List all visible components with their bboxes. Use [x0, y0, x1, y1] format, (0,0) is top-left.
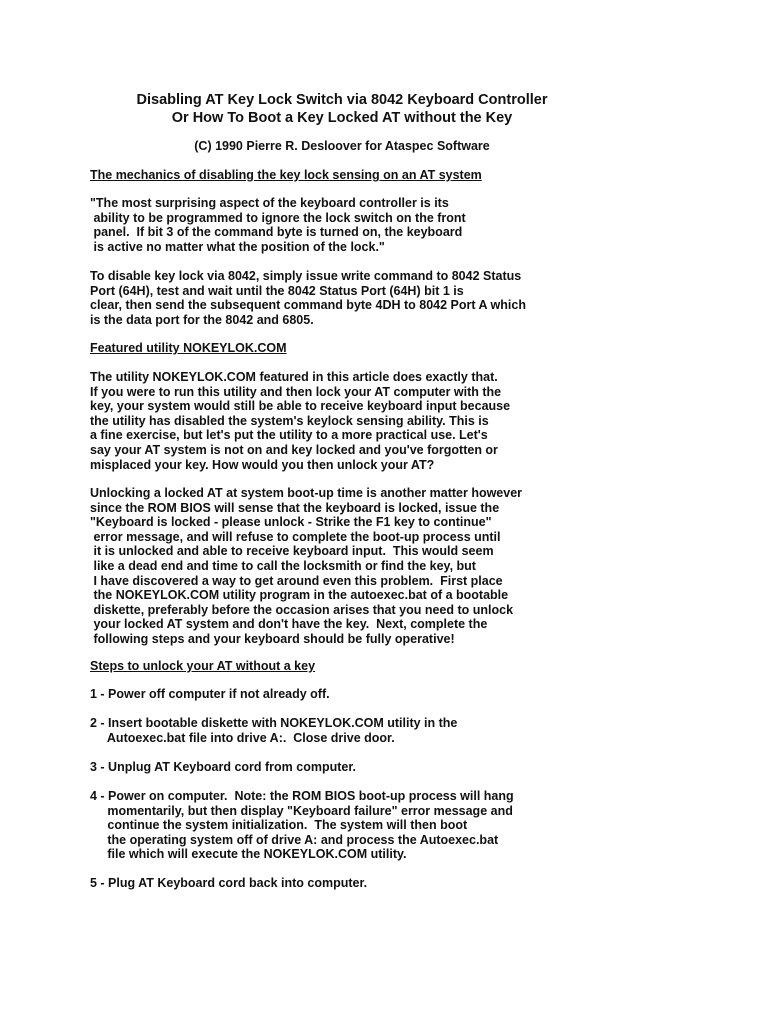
text-line: like a dead end and time to call the locksmith or find the key, but: [90, 558, 476, 573]
text-line: panel. If bit 3 of the command byte is turned on, the keyboard: [90, 225, 463, 240]
section-heading-mechanics: The mechanics of disabling the key lock sensing on an AT system: [90, 168, 482, 182]
text-line: I have discovered a way to get around even this problem. First place: [90, 573, 503, 588]
step-4: [90, 789, 514, 862]
document-credit: (C) 1990 Pierre R. Desloover for Ataspec Software: [194, 139, 490, 153]
text-line: is the data port for the 8042 and 6805.: [90, 312, 314, 327]
text-line: say your AT system is not on and key locked and you've forgotten or: [90, 442, 498, 457]
text-line: 5 - Plug AT Keyboard cord back into computer.: [90, 876, 368, 890]
step-5: [90, 876, 367, 891]
document-title-line-1: Disabling AT Key Lock Switch via 8042 Keyboard Controller: [136, 92, 548, 108]
step-3: [90, 760, 356, 775]
text-line: clear, then send the subsequent command byte 4DH to 8042 Port A which: [90, 298, 526, 313]
step-2: [90, 716, 457, 745]
text-line: To disable key lock via 8042, simply issue write command to 8042 Status: [90, 269, 522, 283]
text-line: 2 - Insert bootable diskette with NOKEYLOK.COM utility in the: [90, 716, 458, 730]
text-line: 1 - Power off computer if not already off.: [90, 687, 330, 701]
text-line: following steps and your keyboard should be fully operative!: [90, 631, 455, 646]
text-line: a fine exercise, but let's put the utility to a more practical use. Let's: [90, 428, 488, 443]
text-line: ability to be programmed to ignore the lock switch on the front: [90, 210, 466, 225]
text-line: momentarily, but then display "Keyboard failure" error message and: [90, 803, 513, 818]
text-line: "The most surprising aspect of the keyboard controller is its: [90, 196, 449, 210]
text-line: Port (64H), test and wait until the 8042 Status Port (64H) bit 1 is: [90, 283, 464, 298]
text-line: misplaced your key. How would you then unlock your AT?: [90, 457, 435, 472]
section-heading-steps: Steps to unlock your AT without a key: [90, 659, 316, 673]
text-line: error message, and will refuse to complete the boot-up process until: [90, 529, 501, 544]
text-line: your locked AT system and don't have the key. Next, complete the: [90, 617, 488, 632]
section-heading-featured-utility: Featured utility NOKEYLOK.COM: [90, 341, 287, 355]
text-line: continue the system initialization. The system will then boot: [90, 818, 468, 833]
document-title-line-2: Or How To Boot a Key Locked AT without the Key: [171, 110, 513, 126]
text-line: since the ROM BIOS will sense that the keyboard is locked, issue the: [90, 500, 500, 515]
text-line: Autoexec.bat file into drive A:. Close drive door.: [90, 730, 395, 745]
text-line: is active no matter what the position of the lock.": [90, 239, 385, 254]
text-line: Unlocking a locked AT at system boot-up time is another matter however: [90, 486, 523, 500]
text-line: key, your system would still be able to receive keyboard input because: [90, 399, 511, 414]
step-1: [90, 687, 330, 702]
text-line: 4 - Power on computer. Note: the ROM BIOS boot-up process will hang: [90, 789, 514, 803]
text-line: the utility has disabled the system's keylock sensing ability. This is: [90, 413, 489, 428]
text-line: the NOKEYLOK.COM utility program in the autoexec.bat of a bootable: [90, 588, 509, 603]
text-line: 3 - Unplug AT Keyboard cord from computer.: [90, 760, 356, 774]
text-line: file which will execute the NOKEYLOK.COM utility.: [90, 847, 407, 862]
quote-paragraph: [90, 196, 466, 254]
text-line: it is unlocked and able to receive keyboard input. This would seem: [90, 544, 494, 559]
text-line: diskette, preferably before the occasion arises that you need to unlock: [90, 602, 514, 617]
disable-instructions-paragraph: [90, 269, 526, 327]
unlocking-paragraph: [90, 486, 522, 647]
text-line: "Keyboard is locked - please unlock - Strike the F1 key to continue": [90, 515, 492, 530]
text-line: If you were to run this utility and then lock your AT computer with the: [90, 384, 502, 399]
utility-description-paragraph: [90, 370, 510, 472]
text-line: the operating system off of drive A: and process the Autoexec.bat: [90, 832, 499, 847]
text-line: The utility NOKEYLOK.COM featured in this article does exactly that.: [90, 370, 498, 384]
